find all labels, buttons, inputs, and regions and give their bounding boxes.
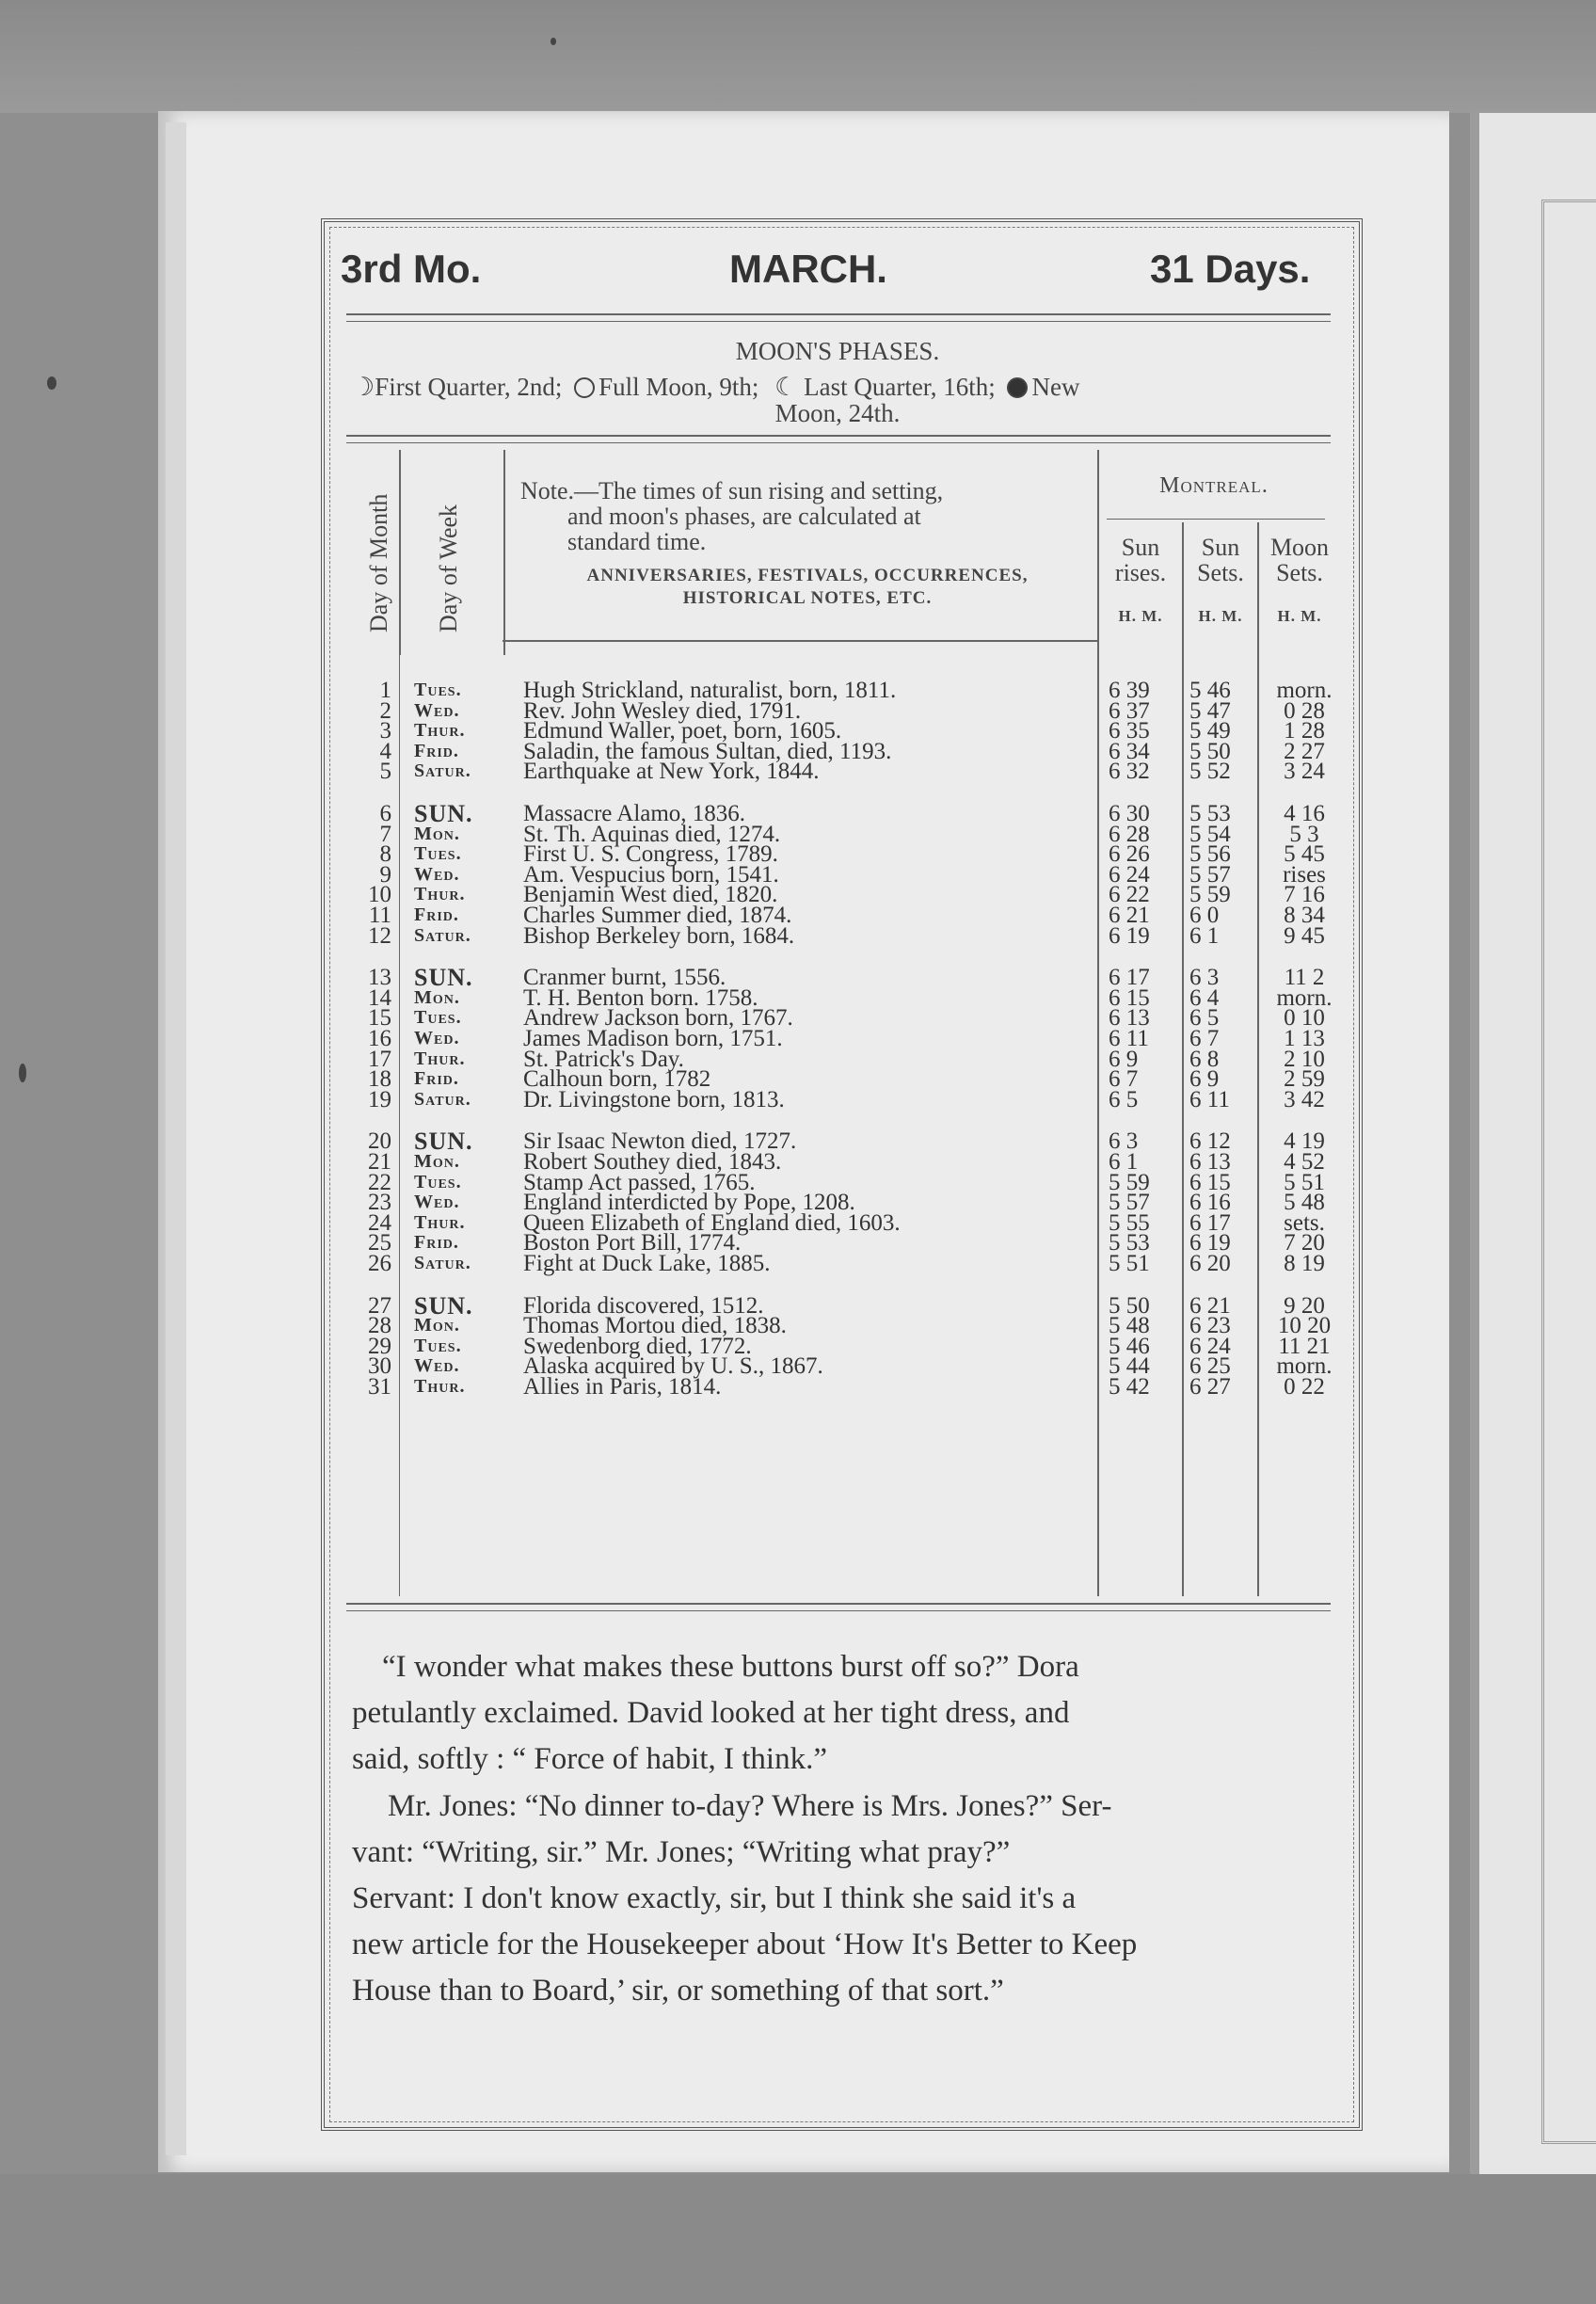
first-quarter-text: First Quarter, 2nd; bbox=[375, 373, 563, 401]
note-line3: standard time. bbox=[567, 528, 707, 555]
moon-sets-cell: 9 45 bbox=[1284, 922, 1325, 949]
phases-rule bbox=[346, 435, 1331, 437]
day-of-month-cell: 18 bbox=[368, 1066, 391, 1093]
sun-sets-cell: 6 17 bbox=[1189, 1209, 1231, 1236]
day-of-month-cell: 21 bbox=[368, 1149, 391, 1175]
sun-sets-cell: 5 46 bbox=[1189, 678, 1231, 703]
sun-sets-cell: 6 0 bbox=[1189, 903, 1220, 928]
day-of-week-cell: Thur. bbox=[414, 1048, 466, 1069]
scan-background-top bbox=[0, 0, 1596, 113]
anecdote-line: new article for the Housekeeper about ‘How It's Better to Keep bbox=[352, 1928, 1138, 1961]
event-cell: Edmund Waller, poet, born, 1605. bbox=[523, 718, 842, 744]
day-of-week-cell: Wed. bbox=[414, 1355, 460, 1377]
sun-sets-cell: 5 59 bbox=[1189, 882, 1231, 908]
sun-sets-cell: 5 50 bbox=[1189, 738, 1231, 764]
day-of-month-cell: 28 bbox=[368, 1313, 391, 1339]
anniversaries-header bbox=[520, 565, 1094, 610]
day-of-month-cell: 1 bbox=[379, 678, 391, 703]
day-of-month-cell: 14 bbox=[368, 984, 391, 1011]
sun-sets-cell: 6 11 bbox=[1189, 1086, 1230, 1112]
sun-rises-header bbox=[1099, 535, 1182, 585]
col-divider-1 bbox=[399, 450, 401, 655]
moon-sets-cell: 3 42 bbox=[1284, 1086, 1325, 1112]
facing-page-edge bbox=[1479, 113, 1596, 2193]
sun-rises-cell: 5 42 bbox=[1109, 1374, 1150, 1400]
header-rule bbox=[346, 313, 1331, 315]
sun-rises-cell: 6 26 bbox=[1109, 841, 1150, 868]
scan-speck bbox=[47, 376, 56, 390]
moon-sets-cell: 8 34 bbox=[1284, 903, 1325, 928]
day-of-week-cell: Mon. bbox=[414, 823, 460, 844]
day-of-month-cell: 6 bbox=[379, 801, 391, 826]
day-of-week-cell: Wed. bbox=[414, 1028, 460, 1048]
sun-sets-cell: 6 8 bbox=[1189, 1046, 1220, 1072]
sun-rises-cell: 6 9 bbox=[1109, 1046, 1139, 1072]
location-rule bbox=[1107, 519, 1325, 520]
moon-sets-label-1: Moon bbox=[1269, 534, 1330, 561]
event-cell: James Madison born, 1751. bbox=[523, 1026, 783, 1051]
sun-rises-cell: 6 32 bbox=[1109, 759, 1150, 785]
moon-phases-line2: Moon, 24th. bbox=[774, 399, 901, 427]
moon-sets-cell: sets. bbox=[1284, 1209, 1325, 1236]
last-quarter-text: Last Quarter, 16th; bbox=[804, 373, 996, 401]
sun-sets-cell: 6 5 bbox=[1189, 1005, 1220, 1032]
event-cell: Benjamin West died, 1820. bbox=[523, 882, 778, 908]
sun-rises-cell: 5 53 bbox=[1109, 1230, 1150, 1256]
sun-rises-cell: 6 7 bbox=[1109, 1066, 1139, 1093]
moon-sets-cell: 4 52 bbox=[1284, 1149, 1325, 1175]
moon-sets-cell: 1 13 bbox=[1284, 1026, 1325, 1051]
table-bottom-rule bbox=[346, 1603, 1331, 1605]
facing-page-frame bbox=[1541, 200, 1596, 2144]
moon-phases-title: MOON'S PHASES. bbox=[735, 337, 940, 365]
sun-rises-cell: 6 24 bbox=[1109, 861, 1150, 888]
sun-sets-header bbox=[1184, 535, 1257, 585]
sun-sets-cell: 6 20 bbox=[1189, 1251, 1231, 1276]
anniversaries-line2: HISTORICAL NOTES, ETC. bbox=[682, 588, 933, 608]
day-of-week-cell: Mon. bbox=[414, 1151, 460, 1172]
day-of-week-cell: Mon. bbox=[414, 1315, 460, 1336]
event-cell: Swedenborg died, 1772. bbox=[523, 1333, 752, 1359]
page-gutter bbox=[166, 122, 186, 2155]
day-of-week-cell: Thur. bbox=[414, 1376, 466, 1397]
last-quarter-icon: ☾ bbox=[774, 373, 798, 401]
day-of-month-cell: 25 bbox=[368, 1230, 391, 1256]
day-of-week-cell: Frid. bbox=[414, 1068, 459, 1090]
sun-rises-cell: 6 1 bbox=[1109, 1149, 1139, 1175]
day-of-week-cell: Thur. bbox=[414, 720, 466, 742]
sun-rises-cell: 6 11 bbox=[1109, 1026, 1149, 1051]
day-of-month-cell: 10 bbox=[368, 882, 391, 908]
sun-sets-cell: 6 24 bbox=[1189, 1333, 1231, 1359]
table-bottom-rule-thin bbox=[346, 1610, 1331, 1611]
moon-sets-cell: morn. bbox=[1276, 1353, 1333, 1380]
event-cell: Charles Summer died, 1874. bbox=[523, 903, 792, 928]
event-cell: Boston Port Bill, 1774. bbox=[523, 1230, 742, 1256]
day-of-month-cell: 26 bbox=[368, 1251, 391, 1276]
day-of-week-cell: Tues. bbox=[414, 843, 462, 865]
sun-sets-cell: 5 54 bbox=[1189, 821, 1231, 847]
moon-sets-cell: 10 20 bbox=[1277, 1313, 1332, 1339]
moon-phases-line1 bbox=[352, 373, 1338, 402]
sun-rises-cell: 5 50 bbox=[1109, 1292, 1150, 1319]
sun-sets-cell: 6 23 bbox=[1189, 1313, 1231, 1339]
anecdote-buttons bbox=[352, 1644, 1345, 1783]
sun-rises-cell: 5 55 bbox=[1109, 1209, 1150, 1236]
day-of-week-cell: SUN. bbox=[414, 800, 473, 827]
sun-sets-cell: 6 9 bbox=[1189, 1066, 1220, 1093]
event-cell: Sir Isaac Newton died, 1727. bbox=[523, 1128, 797, 1155]
day-of-week-cell: Satur. bbox=[414, 1088, 471, 1110]
event-cell: Queen Elizabeth of England died, 1603. bbox=[523, 1209, 901, 1236]
moon-sets-cell: 9 20 bbox=[1284, 1292, 1325, 1319]
moon-sets-cell: 7 16 bbox=[1284, 882, 1325, 908]
anecdote-line: “I wonder what makes these buttons burst off so?” Dora bbox=[382, 1650, 1079, 1684]
moon-sets-cell: 5 45 bbox=[1284, 841, 1325, 868]
day-of-week-cell: SUN. bbox=[414, 1291, 473, 1320]
event-cell: Massacre Alamo, 1836. bbox=[523, 801, 746, 826]
day-of-week-cell: Wed. bbox=[414, 1192, 460, 1213]
sun-rises-cell: 5 46 bbox=[1109, 1333, 1150, 1359]
day-of-month-cell: 11 bbox=[368, 903, 391, 928]
sun-sets-label-1: Sun bbox=[1201, 534, 1240, 561]
sun-rises-cell: 5 44 bbox=[1109, 1353, 1150, 1380]
month-title: MARCH. bbox=[729, 247, 887, 291]
hm-label-3: H. M. bbox=[1277, 607, 1322, 625]
sun-sets-cell: 6 3 bbox=[1189, 965, 1220, 991]
sun-sets-cell: 6 21 bbox=[1189, 1292, 1231, 1319]
day-of-week-cell: Wed. bbox=[414, 699, 460, 721]
event-cell: Earthquake at New York, 1844. bbox=[523, 759, 820, 785]
sun-rises-cell: 5 59 bbox=[1109, 1169, 1150, 1195]
col-divider-4 bbox=[1182, 522, 1184, 1596]
day-of-month-cell: 15 bbox=[368, 1005, 391, 1032]
moon-sets-cell: rises bbox=[1283, 861, 1326, 888]
sun-rises-cell: 6 21 bbox=[1109, 903, 1150, 928]
table-header-rule bbox=[503, 640, 1097, 642]
anecdote-line: petulantly exclaimed. David looked at her tight dress, and bbox=[352, 1696, 1070, 1730]
moon-sets-cell: 4 19 bbox=[1284, 1128, 1325, 1155]
event-cell: Rev. John Wesley died, 1791. bbox=[523, 697, 802, 724]
sun-rises-cell: 5 51 bbox=[1109, 1251, 1150, 1276]
moon-sets-label-2: Sets. bbox=[1276, 559, 1323, 586]
day-of-month-cell: 16 bbox=[368, 1026, 391, 1051]
hm-label-2: H. M. bbox=[1198, 607, 1243, 625]
event-cell: Am. Vespucius born, 1541. bbox=[523, 861, 779, 888]
new-moon-text: New bbox=[1031, 373, 1080, 401]
days-count: 31 Days. bbox=[1150, 247, 1311, 291]
day-of-week-cell: SUN. bbox=[414, 1128, 473, 1156]
sun-rises-cell: 6 5 bbox=[1109, 1086, 1139, 1112]
moon-sets-cell: 2 10 bbox=[1284, 1046, 1325, 1072]
day-of-week-cell: Frid. bbox=[414, 1232, 459, 1254]
sun-sets-cell: 5 47 bbox=[1189, 697, 1231, 724]
sun-sets-cell: 5 56 bbox=[1189, 841, 1231, 868]
anecdote-line: Servant: I don't know exactly, sir, but I think she said it's a bbox=[352, 1881, 1077, 1915]
event-cell: T. H. Benton born. 1758. bbox=[523, 984, 758, 1011]
event-cell: First U. S. Congress, 1789. bbox=[523, 841, 778, 868]
day-of-month-cell: 23 bbox=[368, 1190, 391, 1216]
sun-sets-cell: 5 53 bbox=[1189, 801, 1231, 826]
scan-background-bottom bbox=[0, 2174, 1596, 2304]
sun-rises-cell: 5 57 bbox=[1109, 1190, 1150, 1216]
sun-sets-label-2: Sets. bbox=[1197, 559, 1244, 586]
event-cell: St. Th. Aquinas died, 1274. bbox=[523, 821, 781, 847]
moon-sets-cell: 3 24 bbox=[1284, 759, 1325, 785]
col-divider-1-body bbox=[399, 655, 400, 1596]
day-of-month-cell: 22 bbox=[368, 1169, 391, 1195]
location-header: Montreal. bbox=[1159, 473, 1269, 498]
moon-sets-cell: 5 3 bbox=[1289, 821, 1319, 847]
day-of-week-cell: Frid. bbox=[414, 740, 459, 761]
sun-rises-cell: 6 15 bbox=[1109, 984, 1150, 1011]
day-of-week-cell: Thur. bbox=[414, 1211, 466, 1233]
note-line1: Note.—The times of sun rising and setting, bbox=[520, 477, 944, 504]
moon-sets-cell: morn. bbox=[1276, 678, 1333, 703]
day-of-month-cell: 5 bbox=[379, 759, 391, 785]
phases-rule-thin bbox=[346, 442, 1331, 443]
event-cell: St. Patrick's Day. bbox=[523, 1046, 684, 1072]
event-cell: Alaska acquired by U. S., 1867. bbox=[523, 1353, 823, 1380]
event-cell: Robert Southey died, 1843. bbox=[523, 1149, 782, 1175]
event-cell: Saladin, the famous Sultan, died, 1193. bbox=[523, 738, 892, 764]
sun-rises-cell: 6 3 bbox=[1109, 1128, 1139, 1155]
day-of-week-cell: Wed. bbox=[414, 863, 460, 885]
sun-sets-cell: 6 27 bbox=[1189, 1374, 1231, 1400]
day-of-week-cell: Tues. bbox=[414, 680, 462, 700]
day-of-month-header: Day of Month bbox=[365, 493, 392, 632]
day-of-week-header: Day of Week bbox=[435, 504, 462, 632]
event-cell: England interdicted by Pope, 1208. bbox=[523, 1190, 855, 1216]
sun-rises-cell: 6 34 bbox=[1109, 738, 1150, 764]
day-of-month-cell: 27 bbox=[368, 1292, 391, 1319]
moon-sets-cell: 11 21 bbox=[1278, 1333, 1331, 1359]
moon-sets-cell: 5 48 bbox=[1284, 1190, 1325, 1216]
sun-sets-cell: 5 57 bbox=[1189, 861, 1231, 888]
scan-speck bbox=[551, 38, 556, 45]
full-moon-text: Full Moon, 9th; bbox=[598, 373, 759, 401]
sun-sets-cell: 5 49 bbox=[1189, 718, 1231, 744]
day-of-week-cell: SUN. bbox=[414, 964, 473, 992]
day-of-week-cell: Satur. bbox=[414, 1253, 471, 1273]
anecdote-line: Mr. Jones: “No dinner to-day? Where is Mrs. Jones?” Ser- bbox=[388, 1789, 1112, 1823]
day-of-week-cell: Tues. bbox=[414, 1335, 462, 1356]
full-moon-icon bbox=[574, 377, 595, 398]
anecdote-line: said, softly : “ Force of habit, I think.” bbox=[352, 1742, 827, 1776]
scan-speck bbox=[19, 1064, 26, 1082]
sun-rises-cell: 6 39 bbox=[1109, 678, 1150, 703]
moon-sets-cell: 5 51 bbox=[1284, 1169, 1325, 1195]
sun-rises-cell: 6 22 bbox=[1109, 882, 1150, 908]
sun-sets-cell: 6 4 bbox=[1189, 984, 1220, 1011]
sun-sets-cell: 6 13 bbox=[1189, 1149, 1231, 1175]
moon-sets-cell: 8 19 bbox=[1284, 1251, 1325, 1276]
sun-sets-cell: 6 15 bbox=[1189, 1169, 1231, 1195]
day-of-week-cell: Satur. bbox=[414, 924, 471, 946]
day-of-month-cell: 13 bbox=[368, 965, 391, 991]
event-cell: Stamp Act passed, 1765. bbox=[523, 1169, 756, 1195]
anecdote-line: House than to Board,’ sir, or something of that sort.” bbox=[352, 1974, 1004, 2008]
moon-sets-cell: 7 20 bbox=[1284, 1230, 1325, 1256]
event-cell: Bishop Berkeley born, 1684. bbox=[523, 922, 795, 949]
day-of-month-cell: 12 bbox=[368, 922, 391, 949]
anniversaries-line1: ANNIVERSARIES, FESTIVALS, OCCURRENCES, bbox=[586, 566, 1029, 585]
sun-rises-label-1: Sun bbox=[1121, 534, 1160, 561]
month-number: 3rd Mo. bbox=[341, 247, 482, 291]
event-cell: Florida discovered, 1512. bbox=[523, 1292, 764, 1319]
day-of-month-cell: 3 bbox=[379, 718, 391, 744]
sun-rises-cell: 6 28 bbox=[1109, 821, 1150, 847]
day-of-month-cell: 30 bbox=[368, 1353, 391, 1380]
day-of-month-cell: 29 bbox=[368, 1333, 391, 1359]
day-of-month-cell: 7 bbox=[379, 821, 391, 847]
day-of-month-cell: 4 bbox=[379, 738, 391, 764]
day-of-month-cell: 19 bbox=[368, 1086, 391, 1112]
event-cell: Andrew Jackson born, 1767. bbox=[523, 1005, 793, 1032]
sun-sets-cell: 6 7 bbox=[1189, 1026, 1220, 1051]
day-of-week-cell: Mon. bbox=[414, 986, 460, 1008]
event-cell: Thomas Mortou died, 1838. bbox=[523, 1313, 787, 1339]
day-of-month-cell: 17 bbox=[368, 1046, 391, 1072]
event-cell: Hugh Strickland, naturalist, born, 1811. bbox=[523, 678, 897, 703]
day-of-week-cell: Satur. bbox=[414, 760, 471, 782]
header-rule-thin bbox=[346, 321, 1331, 322]
day-of-week-cell: Tues. bbox=[414, 1007, 462, 1029]
sun-rises-cell: 6 19 bbox=[1109, 922, 1150, 949]
moon-sets-cell: 4 16 bbox=[1284, 801, 1325, 826]
event-cell: Dr. Livingstone born, 1813. bbox=[523, 1086, 785, 1112]
sun-rises-cell: 6 17 bbox=[1109, 965, 1150, 991]
day-of-month-cell: 20 bbox=[368, 1128, 391, 1155]
moon-sets-header bbox=[1259, 535, 1340, 585]
moon-sets-cell: 2 59 bbox=[1284, 1066, 1325, 1093]
day-of-month-cell: 2 bbox=[379, 697, 391, 724]
moon-sets-cell: 11 2 bbox=[1284, 965, 1325, 991]
sun-sets-cell: 6 19 bbox=[1189, 1230, 1231, 1256]
day-of-month-cell: 9 bbox=[379, 861, 391, 888]
sun-rises-label-2: rises. bbox=[1114, 559, 1167, 586]
sun-sets-cell: 6 25 bbox=[1189, 1353, 1231, 1380]
moon-sets-cell: morn. bbox=[1276, 984, 1333, 1011]
sun-sets-cell: 6 12 bbox=[1189, 1128, 1231, 1155]
time-note bbox=[520, 478, 1094, 554]
col-divider-2 bbox=[503, 450, 505, 655]
sun-sets-cell: 5 52 bbox=[1189, 759, 1231, 785]
moon-sets-cell: 0 10 bbox=[1284, 1005, 1325, 1032]
moon-sets-cell: 0 28 bbox=[1284, 697, 1325, 724]
sun-rises-cell: 6 13 bbox=[1109, 1005, 1150, 1032]
day-of-week-cell: Tues. bbox=[414, 1171, 462, 1192]
day-of-month-cell: 24 bbox=[368, 1209, 391, 1236]
anecdote-line: vant: “Writing, sir.” Mr. Jones; “Writing what pray?” bbox=[352, 1835, 1011, 1869]
sun-rises-cell: 5 48 bbox=[1109, 1313, 1150, 1339]
first-quarter-icon: ☽ bbox=[352, 373, 375, 401]
hm-label-1: H. M. bbox=[1118, 607, 1163, 625]
new-moon-icon bbox=[1007, 377, 1028, 398]
moon-sets-cell: 0 22 bbox=[1284, 1374, 1325, 1400]
event-cell: Cranmer burnt, 1556. bbox=[523, 965, 726, 991]
day-of-month-cell: 31 bbox=[368, 1374, 391, 1400]
event-cell: Allies in Paris, 1814. bbox=[523, 1374, 722, 1400]
moon-sets-cell: 1 28 bbox=[1284, 718, 1325, 744]
moon-sets-cell: 2 27 bbox=[1284, 738, 1325, 764]
sun-rises-cell: 6 37 bbox=[1109, 697, 1150, 724]
col-divider-5 bbox=[1257, 522, 1259, 1596]
day-of-week-cell: Thur. bbox=[414, 884, 466, 905]
day-of-week-cell: Frid. bbox=[414, 904, 459, 925]
event-cell: Calhoun born, 1782 bbox=[523, 1066, 711, 1093]
sun-rises-cell: 6 30 bbox=[1109, 801, 1150, 826]
event-cell: Fight at Duck Lake, 1885. bbox=[523, 1251, 771, 1276]
sun-rises-cell: 6 35 bbox=[1109, 718, 1150, 744]
sun-sets-cell: 6 16 bbox=[1189, 1190, 1231, 1216]
anecdote-mrs-jones bbox=[352, 1784, 1345, 2014]
day-of-month-cell: 8 bbox=[379, 841, 391, 868]
sun-sets-cell: 6 1 bbox=[1189, 922, 1220, 949]
note-line2: and moon's phases, are calculated at bbox=[567, 503, 921, 530]
